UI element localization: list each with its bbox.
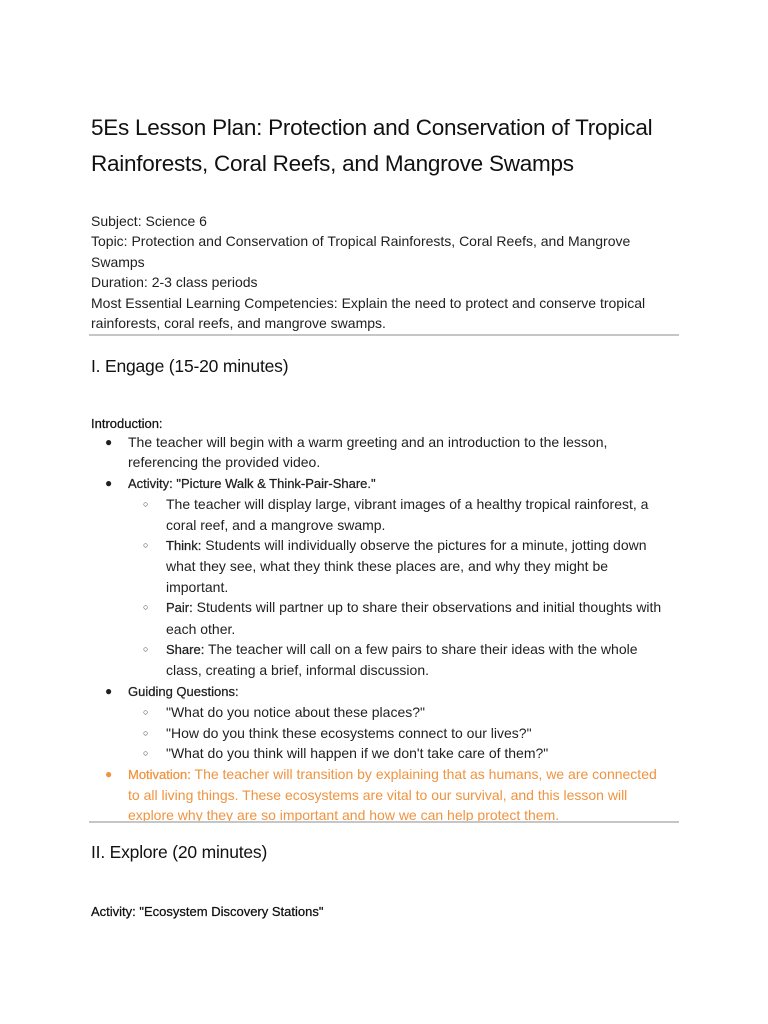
- bullet-icon: ●: [105, 475, 113, 490]
- think-label: Think:: [166, 538, 202, 554]
- title-line-2: Rainforests, Coral Reefs, and Mangrove Swamps: [91, 151, 574, 176]
- list-item-motivation: [0, 764, 683, 826]
- think-line-2: what they see, what they think these places are, and why they might be: [166, 558, 609, 575]
- think-line-3: important.: [166, 578, 229, 595]
- lesson-meta: [91, 211, 691, 333]
- meta-competencies: [91, 293, 691, 334]
- guiding-questions-label: Guiding Questions:: [128, 683, 239, 699]
- display-line-1: The teacher will display large, vibrant images of a healthy tropical rainforest, a: [166, 496, 649, 513]
- list-item-think: [0, 535, 683, 597]
- pair-line-1: Students will partner up to share their observations and initial thoughts with: [192, 599, 662, 616]
- pair-label: Pair:: [166, 600, 193, 616]
- meta-topic-line-1: Topic: Protection and Conservation of Tropical Rainforests, Coral Reefs, and Mangrove: [91, 233, 631, 250]
- share-line-1: The teacher will call on a few pairs to share their ideas with the whole: [204, 641, 638, 658]
- document-title: [91, 110, 711, 182]
- list-item-share: [0, 639, 683, 681]
- list-item-guiding-questions: [0, 681, 683, 702]
- horizontal-rule: [89, 821, 679, 823]
- display-line-2: coral reef, and a mangrove swamp.: [166, 516, 386, 533]
- share-line-2: class, creating a brief, informal discussion.: [166, 662, 429, 679]
- engage-list: [0, 432, 768, 826]
- list-item-question: [0, 723, 683, 743]
- pair-line-2: each other.: [166, 620, 236, 637]
- list-item-question: [0, 702, 683, 722]
- bullet-icon: ●: [105, 435, 113, 449]
- motivation-line-3: explore why they are so important and how we can help protect them.: [128, 807, 560, 824]
- hollow-bullet-icon: ○: [143, 727, 149, 738]
- engage-heading: I. Engage (15-20 minutes): [91, 356, 289, 376]
- meta-competency-line-1: Most Essential Learning Competencies: Explain the need to protect and conserve tropical: [91, 294, 646, 311]
- bullet-icon: ●: [105, 766, 113, 781]
- list-item-activity: [0, 473, 683, 494]
- share-label: Share:: [166, 642, 205, 658]
- hollow-bullet-icon: ○: [143, 602, 149, 613]
- question-text: "What do you notice about these places?": [166, 704, 425, 721]
- title-line-1: 5Es Lesson Plan: Protection and Conservation of Tropical: [91, 115, 653, 140]
- list-item-pair: [0, 597, 683, 639]
- horizontal-rule: [89, 334, 679, 336]
- hollow-bullet-icon: ○: [143, 707, 149, 718]
- question-text: "How do you think these ecosystems connect to our lives?": [166, 724, 532, 741]
- meta-duration: Duration: 2-3 class periods: [91, 274, 258, 291]
- explore-activity-label: Activity: "Ecosystem Discovery Stations": [91, 904, 324, 919]
- question-text: "What do you think will happen if we don't take care of them?": [166, 745, 549, 762]
- hollow-bullet-icon: ○: [143, 540, 149, 551]
- meta-topic: [91, 231, 691, 272]
- motivation-line-2: to all living things. These ecosystems are vital to our survival, and this lesson will: [128, 786, 628, 803]
- motivation-line-1: The teacher will transition by explaining that as humans, we are connected: [190, 765, 657, 782]
- hollow-bullet-icon: ○: [143, 644, 149, 655]
- list-item-display: [0, 494, 683, 535]
- intro-line-2: referencing the provided video.: [128, 454, 321, 471]
- motivation-label: Motivation:: [128, 766, 191, 782]
- meta-topic-line-2: Swamps: [91, 253, 145, 270]
- hollow-bullet-icon: ○: [143, 499, 149, 510]
- introduction-label: Introduction:: [91, 416, 163, 431]
- intro-line-1: The teacher will begin with a warm greeting and an introduction to the lesson,: [128, 434, 608, 450]
- meta-subject: Subject: Science 6: [91, 213, 207, 229]
- hollow-bullet-icon: ○: [143, 748, 149, 759]
- think-line-1: Students will individually observe the pictures for a minute, jotting down: [201, 537, 647, 554]
- meta-competency-line-2: rainforests, coral reefs, and mangrove swamps.: [91, 315, 386, 332]
- list-item-intro: [0, 432, 683, 473]
- explore-heading: II. Explore (20 minutes): [91, 842, 268, 862]
- list-item-question: [0, 743, 683, 763]
- activity-label: Activity: "Picture Walk & Think-Pair-Share.": [128, 475, 376, 491]
- bullet-icon: ●: [105, 683, 113, 698]
